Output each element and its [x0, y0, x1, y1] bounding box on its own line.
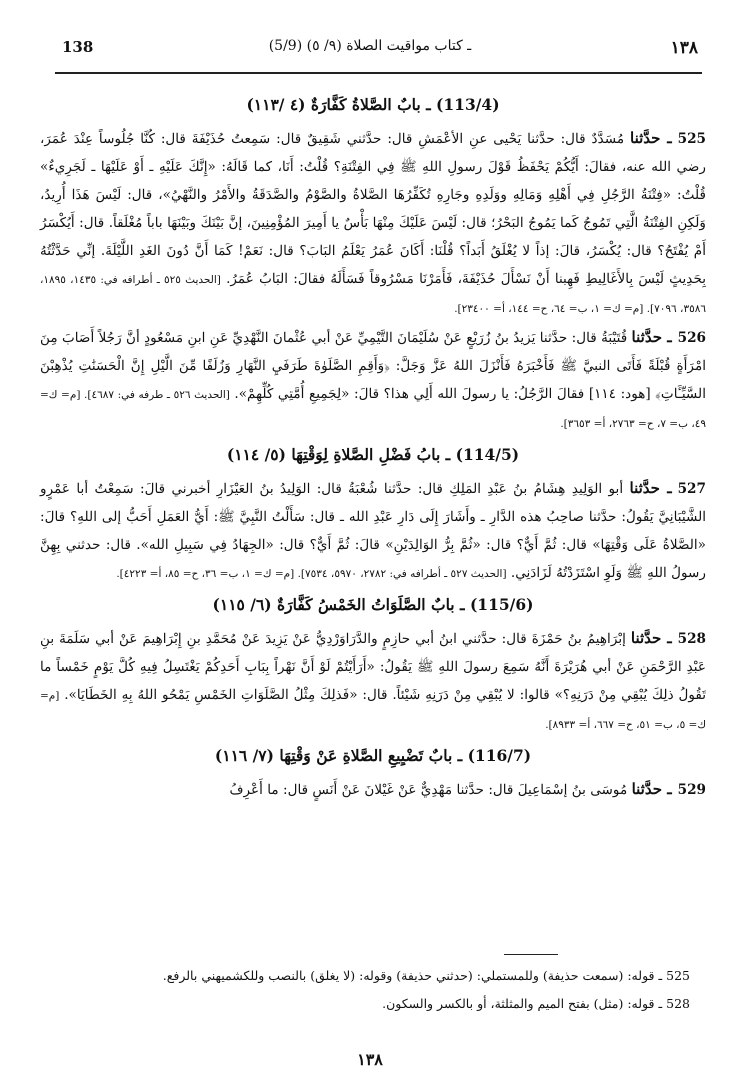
hadith-number: 528 — [677, 631, 706, 647]
hadith-reference: [م= ك= ٥، ب= ٥١، ح= ٦٦٧، أ= ٨٩٣٣]. — [40, 690, 706, 731]
hadith-text: إبْرَاهِيمُ بنُ حَمْزَةَ قال: حدَّثني ابنُ أبي حازِمٍ والدَّرَاوَرْدِيُّ عَنْ يَزِيدَ عَنْ مُحَمَّدِ بنِ إِبْرَاهِيمَ عَنْ أبي سَلَمَةَ بنِ عَبْدِ الرَّحْمَنِ عَنْ أبي هُرَيْرَةَ أَنَّهُ سَمِعَ رسولَ اللهِ ﷺ يَقُولُ: «أَرَأَيْتُمْ لَوْ أَنَّ نَهْراً بِبَابِ أَحَدِكُمْ يَغْتَسِلُ فِيهِ كُلَّ يَوْمٍ خَمْساً ما تَقُولُ ذلِكَ يُبْقِي مِنْ دَرَنِهِ؟» قالوا: لا يُبْقِي مِنْ دَرَنِهِ شَيْئاً. قال: «فَذلِكَ مِثْلُ الصَّلَوَاتِ الخَمْسِ يَمْحُو اللهُ بِهِ الخَطَايَا». — [40, 631, 707, 703]
footnote-text: ـ قوله: (سمعت حذيفة) وللمستملي: (حدثني حذيفة) وقوله: (لا يغلق) بالنصب وللكشميهني بالرفع. — [162, 968, 663, 983]
chapter-heading: (115/6) ـ بابٌ الصَّلَوَاتُ الخَمْسُ كَفَّارَةٌ (٦/ ١١٥) — [212, 595, 534, 614]
footnote — [60, 990, 690, 1018]
hadith-text: مُوسَى بنُ إسْمَاعِيلَ قال: حدَّثنا مَهْدِيٌّ عَنْ غَيْلانَ عَنْ أَنَسٍ قال: ما أَعْرِفُ — [229, 782, 628, 798]
hadith-paragraph — [40, 124, 706, 323]
hadith-opening: ـ حدَّثنا — [630, 629, 672, 647]
hadith-number: 526 — [677, 330, 706, 346]
footer-page-number: ١٣٨ — [357, 1050, 383, 1069]
page-number-latin: 138 — [62, 38, 94, 56]
hadith-text: قُتَيْبَةُ قال: حدَّثنا يَزيدُ بنُ زُرَيْعٍ عَنْ سُلَيْمَانَ التَّيْمِيِّ عَنْ أبي عُثْمانَ النَّهْدِيِّ عَنِ ابنِ مَسْعُودٍ أنَّ رَجُلاً أَصَابَ مِنَ امْرَأَةٍ قُبْلَةً فَأَتَى النبيَّ ﷺ فَأَخْبَرَهُ فَأَنْزَلَ اللهُ عَزَّ وَجَلَّ: ﴿وَأَقِمِ الصَّلَوٰةَ طَرَفَيِ النَّهَارِ وَزُلَفًا مِّنَ الَّيْلِ إِنَّ الْحَسَنَٰتِ يُذْهِبْنَ السَّيِّـَٔاتِ﴾ [هود: ١١٤] فقالَ الرَّجُلُ: يا رسولَ الله أَلِي هذا؟ قالَ: «لِجَمِيعِ أُمَّتِي كُلِّهِمْ». — [40, 330, 706, 402]
hadith-opening: ـ حدَّثنا — [631, 780, 672, 798]
hadith-number: 525 — [677, 131, 706, 147]
chapter-heading: (113/4) ـ بابٌ الصَّلاةُ كَفَّارَةٌ (٤ /١١٣) — [246, 95, 500, 114]
header-rule — [55, 72, 702, 74]
footnotes — [60, 962, 690, 1018]
footnote-number: 525 — [666, 968, 690, 983]
hadith-opening: ـ حدَّثنا — [630, 129, 672, 147]
main-text — [40, 88, 706, 804]
hadith-text: مُسَدَّدٌ قال: حدَّثنا يَحْيى عنِ الأعْمَشِ قال: حدَّثني شَقِيقٌ قال: سَمِعتُ حُذَيْفَةَ قال: كُنَّا جُلُوساً عِنْدَ عُمَرَ، رضي الله عنه، فقالَ: أَيُّكُمْ يَحْفَظُ قَوْلَ رسولِ اللهِ ﷺ فِي الفِتْنَةِ؟ قُلْتُ: أَنَا، كما قَالَهُ: «إِنَّكَ عَلَيْهِ ـ أَوْ عَلَيْهَا ـ لَجَرِيءٌ» قُلْتُ: «فِتْنَةُ الرَّجُلِ فِي أَهْلِهِ وَمَالِهِ ووَلَدِهِ وجَارِهِ تُكَفِّرُهَا الصَّلاةُ والصَّوْمُ والصَّدَقَةُ والأَمْرُ والنَّهْيُ»، قال: لَيْسَ هَذَا أُرِيدُ، وَلَكِنِ الفِتْنَةُ الَّتِي تَمُوجُ كَما يَمُوجُ البَحْرُ؛ قال: لَيْسَ عَلَيْكَ مِنْهَا بَأْسٌ يا أَمِيرَ المُؤْمِنِينَ، إنَّ بَيْنَكَ وبَيْنَهَا باباً مُغْلَقاً. قال: أَيُكْسَرُ أَمْ يُفْتَحُ؟ قال: يُكْسَرُ، قالَ: إذاً لا يُغْلَقُ أَبَداً؟ قُلْنَا: أَكَانَ عُمَرُ يَعْلَمُ البَابَ؟ قال: نَعَمْ! كَمَا أَنَّ دُونَ الغَدِ اللَّيْلَةَ. إنِّي حَدَّثْتُهُ بِحَدِيثٍ لَيْسَ بِالأَغَالِيطِ فَهِبنا أَنْ نَسْأَلَ حُذَيْفَةَ، فَأَمَرْنَا مَسْرُوقاً فَسَأَلَهُ فقالَ: البَابُ عُمَرُ. — [40, 131, 706, 287]
hadith-opening: ـ حدَّثنا — [629, 479, 672, 497]
hadith-reference: [الحديث ٥٢٦ ـ طرفه في: ٤٦٨٧]. [م= ك= ٤٩، ب= ٧، ح= ٢٧٦٣، أ= ٣٦٥٣]. — [40, 389, 706, 430]
hadith-number: 527 — [677, 481, 706, 497]
chapter-heading: (116/7) ـ بابٌ تَضْيِيعِ الصَّلاةِ عَنْ وَقْتِهَا (٧/ ١١٦) — [214, 746, 532, 765]
hadith-text: أبو الوَلِيدِ هِشَامُ بنُ عَبْدِ المَلِكِ قال: حدَّثنا شُعْبَةُ قال: الوَلِيدُ بنُ العَيْزَارِ أخبرني قالَ: سَمِعْتُ أبا عَمْرٍو الشَّيْبَانِيَّ يَقُولُ: حدَّثنا صاحِبُ هذه الدَّارِ ـ وأَشَارَ إِلَى دَارِ عَبْدِ الله ـ قال: سَأَلْتُ النَّبِيَّ ﷺ: أَيُّ العَمَلِ أَحَبُّ إلى اللهِ؟ قالَ: «الصَّلاةُ عَلَى وَقْتِهَا» قال: ثُمَّ أَيٌّ؟ قال: «ثُمَّ بِرُّ الوَالِدَيْنِ» قالَ: ثُمَّ أَيٌّ؟ قال: «الجِهَادُ فِي سَبِيلِ الله». قال: حدثني بِهِنَّ رسولُ اللهِ ﷺ وَلَوِ اسْتَزَدْتُهُ لَزَادَنِي. — [40, 481, 706, 581]
hadith-paragraph — [40, 474, 706, 588]
hadith-reference: [الحديث ٥٢٥ ـ أطرافه في: ١٤٣٥، ١٨٩٥، ٣٥٨٦، ٧٠٩٦]. [م= ك= ١، ب= ٦٤، ح= ١٤٤، أ= ٢٣٤٠٠]. — [40, 274, 706, 315]
footnote-text: ـ قوله: (مثل) بفتح الميم والمثلثة، أو بالكسر والسكون. — [382, 996, 663, 1011]
hadith-opening: ـ حدَّثنا — [631, 328, 672, 346]
hadith-paragraph — [40, 323, 706, 438]
hadith-reference: [الحديث ٥٢٧ ـ أطرافه في: ٢٧٨٢، ٥٩٧٠، ٧٥٣٤]. [م= ك= ١، ب= ٣٦، ح= ٨٥، أ= ٤٢٢٣]. — [116, 568, 507, 580]
hadith-paragraph — [40, 624, 706, 739]
footnote — [60, 962, 690, 990]
hadith-number: 529 — [677, 782, 706, 798]
footnote-number: 528 — [666, 996, 690, 1011]
footnote-rule — [504, 954, 558, 955]
chapter-heading: (114/5) ـ بابُ فَضْلِ الصَّلاةِ لِوَقْتِهَا (٥/ ١١٤) — [226, 445, 520, 464]
running-title: (5/9) ـ كتاب مواقيت الصلاة (٩/ ٥) — [268, 38, 472, 54]
page-number-arabic: ١٣٨ — [670, 38, 698, 58]
hadith-paragraph — [40, 775, 706, 804]
